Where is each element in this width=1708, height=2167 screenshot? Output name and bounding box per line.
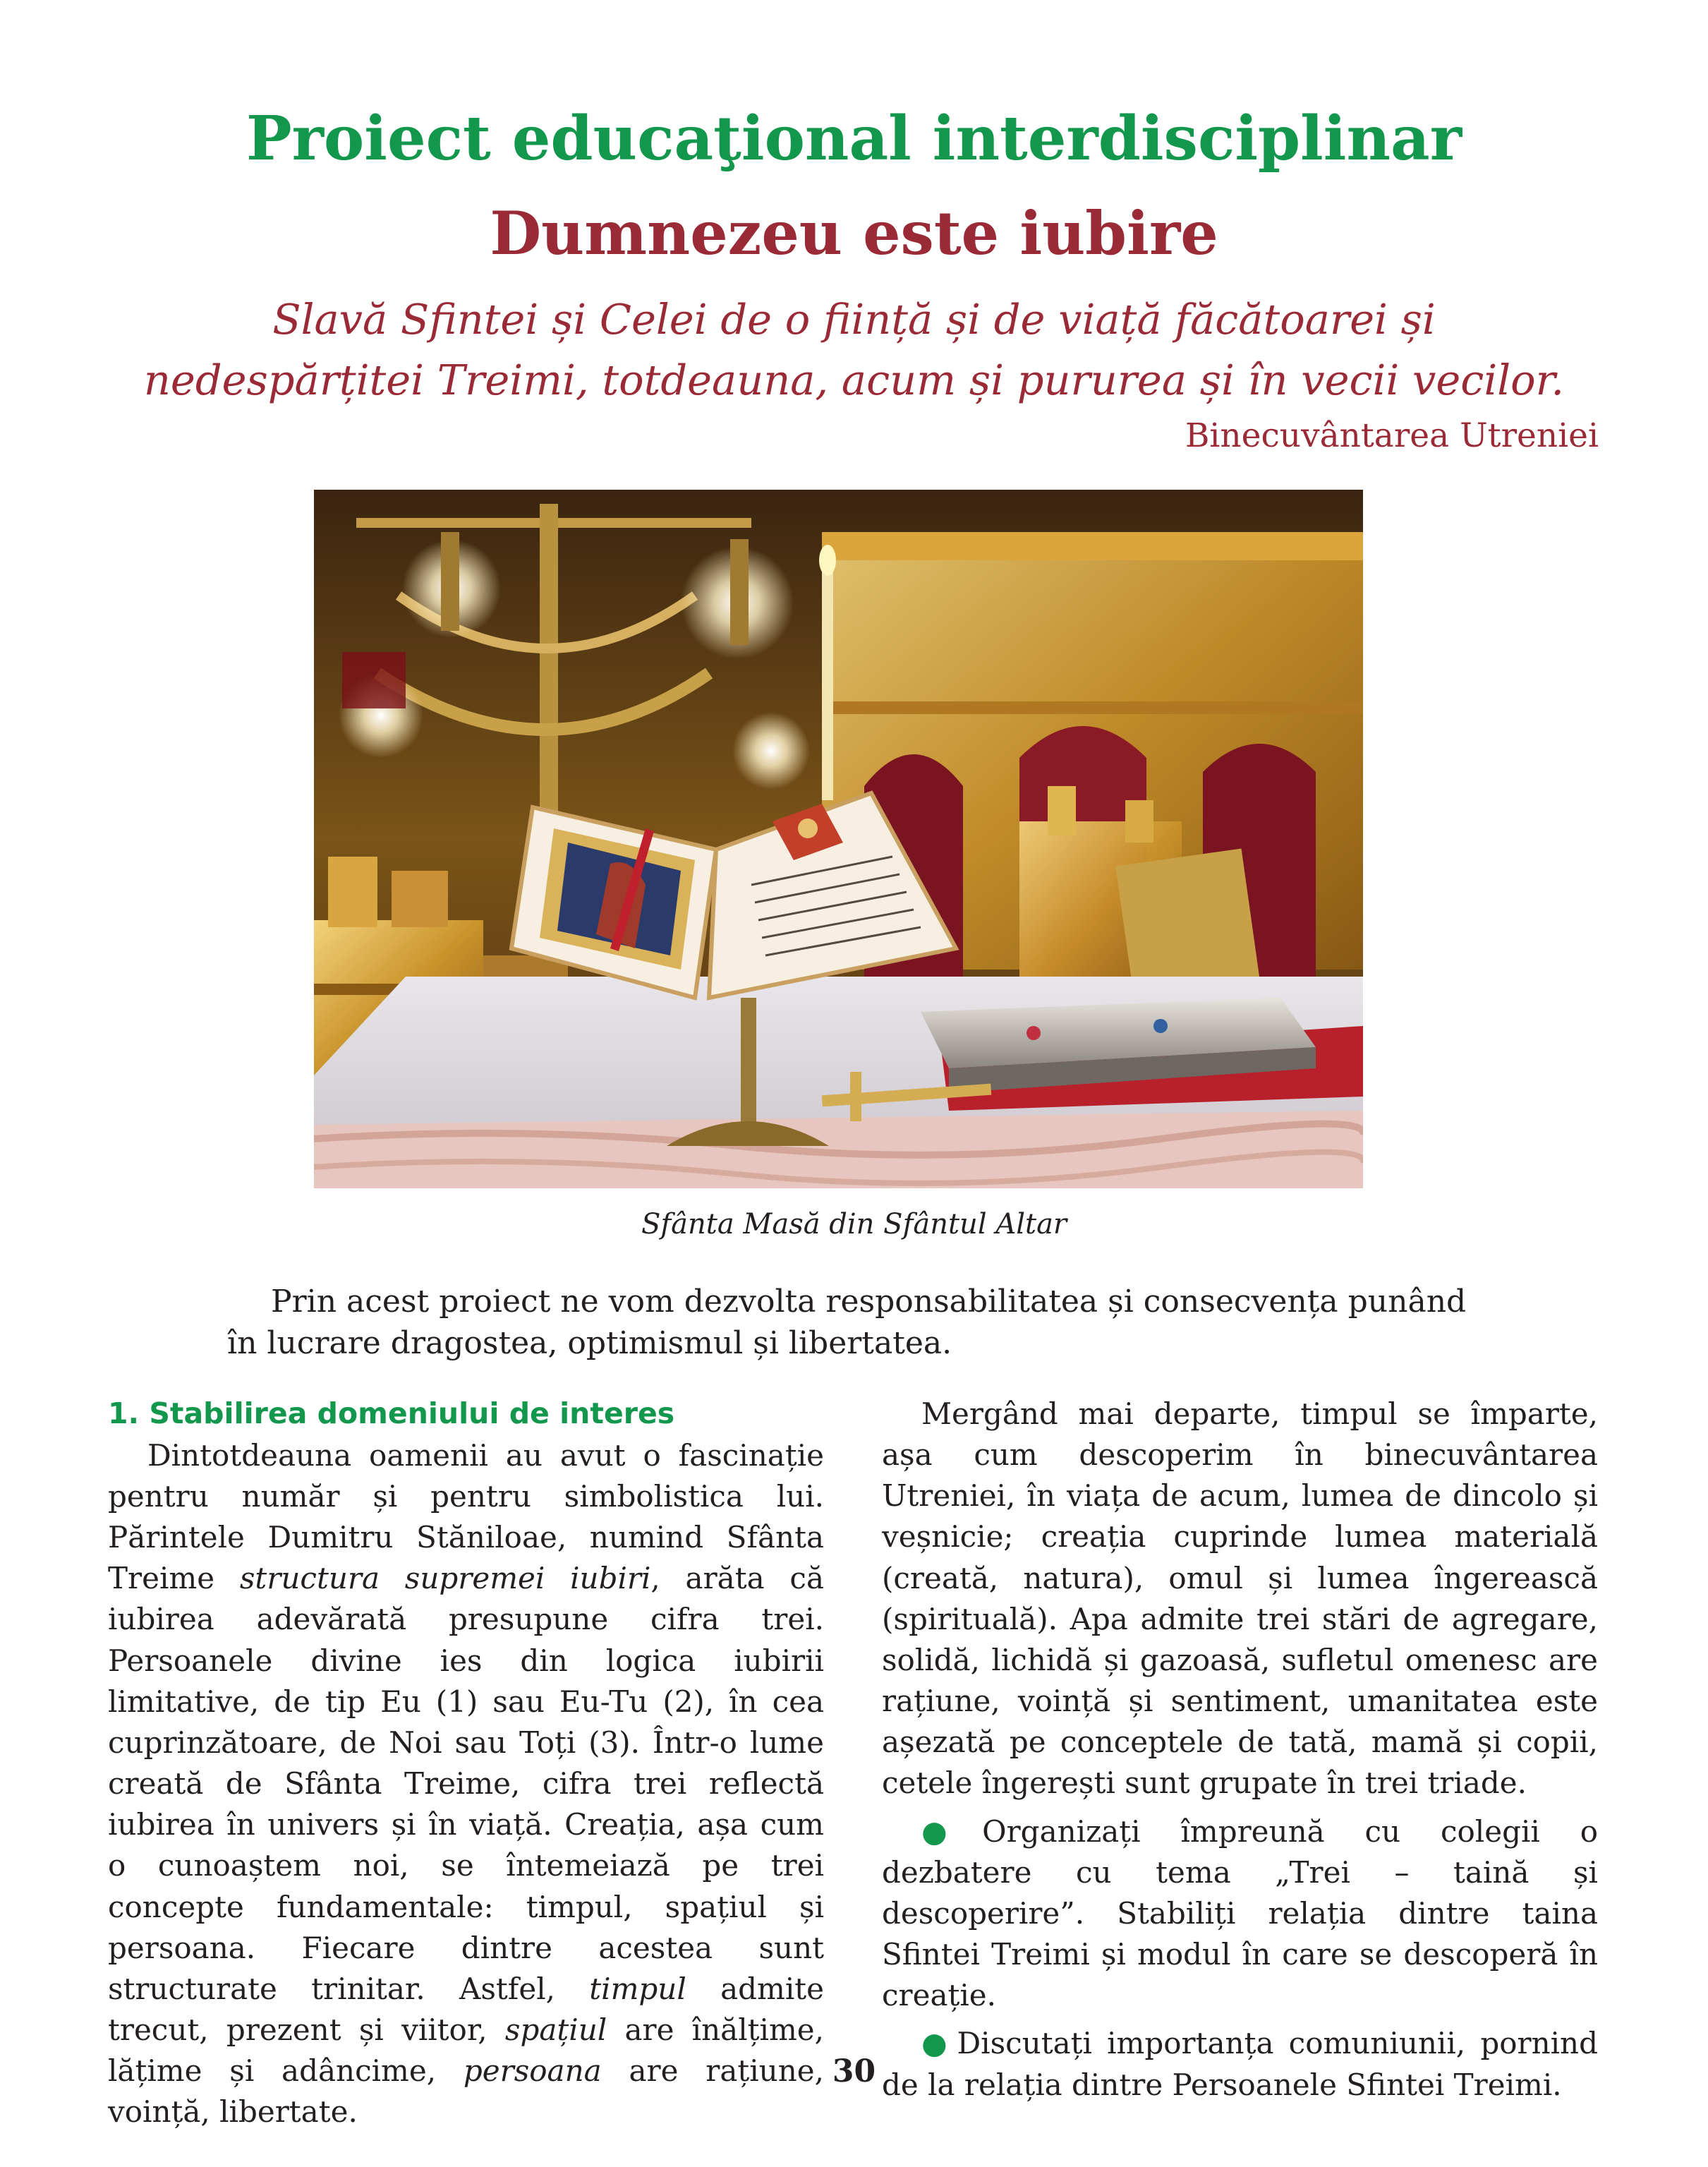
bullet-dot-icon: ● [921, 2026, 953, 2061]
text-run: Dintotdeauna oamenii au avut o fascinație pentru număr și pentru simbolistica lui. Părintele Dumitru Stăniloae, numind Sfânta Treime [108, 1437, 824, 1596]
text-run: are rațiune, voință, libertate. [108, 2053, 824, 2130]
text-run: , arăta că iubirea adevărată presupune cifra trei. Persoanele divine ies din logica iubirii limitative, de tip Eu (1) sau Eu-Tu (2), în cea cuprinzătoare, de Noi sau Toți (3). Într-o lume creată de Sfânta Treime, cifra trei reflectă iubirea în univers și în viață. Creația, așa cum o cunoaștem noi, se întemeiază pe trei concepte fundamentale: timpul, spațiul și persoana. Fiecare dintre acestea sunt structurate trinitar. Astfel, [108, 1561, 824, 2006]
paragraph-creation: Mergând mai departe, timpul se împarte, așa cum descoperim în binecuvântarea Utreniei, în viața de acum, lumea de dincolo și veșnicie; creația cuprinde lumea materială (creată, natura), omul și lumea îngerească (spirituală). Apa admite trei stări de agregare, solidă, lichidă și gazoasă, sufletul omenesc are rațiune, voință și sentiment, umanitatea este așezată pe conceptele de tată, mamă și copii, cetele îngerești sunt grupate în trei triade. [882, 1396, 1598, 1801]
bullet-item-debate [882, 1811, 1598, 2017]
intro-paragraph: Prin acest proiect ne vom dezvolta responsabilitatea și consecvența punând în lucrare dragostea, optimismul și libertatea. [227, 1284, 1467, 1362]
page-title: Proiect educaţional interdisciplinar [246, 103, 1462, 174]
emphasis-time: timpul [589, 1971, 686, 2006]
motto-source: Binecuvântarea Utreniei [1185, 416, 1599, 455]
emphasis-person: persoana [463, 2053, 602, 2089]
text-run: are înălțime, lățime și adâncime, [108, 2012, 824, 2089]
photo-caption: Sfânta Masă din Sfântul Altar [641, 1208, 1067, 1241]
motto-line-2: nedespărțitei Treimi, totdeauna, acum și pururea și în vecii vecilor. [143, 355, 1565, 404]
section-heading: 1. Stabilirea domeniului de interes [108, 1396, 675, 1430]
page-number: 30 [832, 2053, 876, 2089]
left-column [108, 1394, 824, 2132]
right-column [882, 1394, 1598, 2106]
motto-quote [85, 289, 1623, 410]
emphasis-supreme-love: structura supremei iubiri [239, 1561, 651, 1596]
bullet-text: Organizați împreună cu colegii o dezbatere cu tema „Trei – taină și descoperire”. Stabiliți relația dintre taina Sfintei Treimi și modul în care se descoperă în creație. [882, 1813, 1598, 2013]
bullet-text: Discutați importanța comuniunii, pornind de la relația dintre Persoanele Sfintei Treimi. [882, 2026, 1598, 2102]
emphasis-space: spațiul [504, 2012, 607, 2047]
altar-photo [314, 490, 1363, 1188]
motto-line-1: Slavă Sfintei și Celei de o ființă și de viață făcătoarei și [272, 295, 1436, 344]
page-subtitle: Dumnezeu este iubire [490, 198, 1218, 268]
altar-photo-illustration [314, 490, 1363, 1188]
paragraph-interest-domain [108, 1435, 824, 2133]
bullet-dot-icon: ● [921, 1813, 979, 1849]
text-run: admite trecut, prezent și viitor, [108, 1971, 824, 2047]
